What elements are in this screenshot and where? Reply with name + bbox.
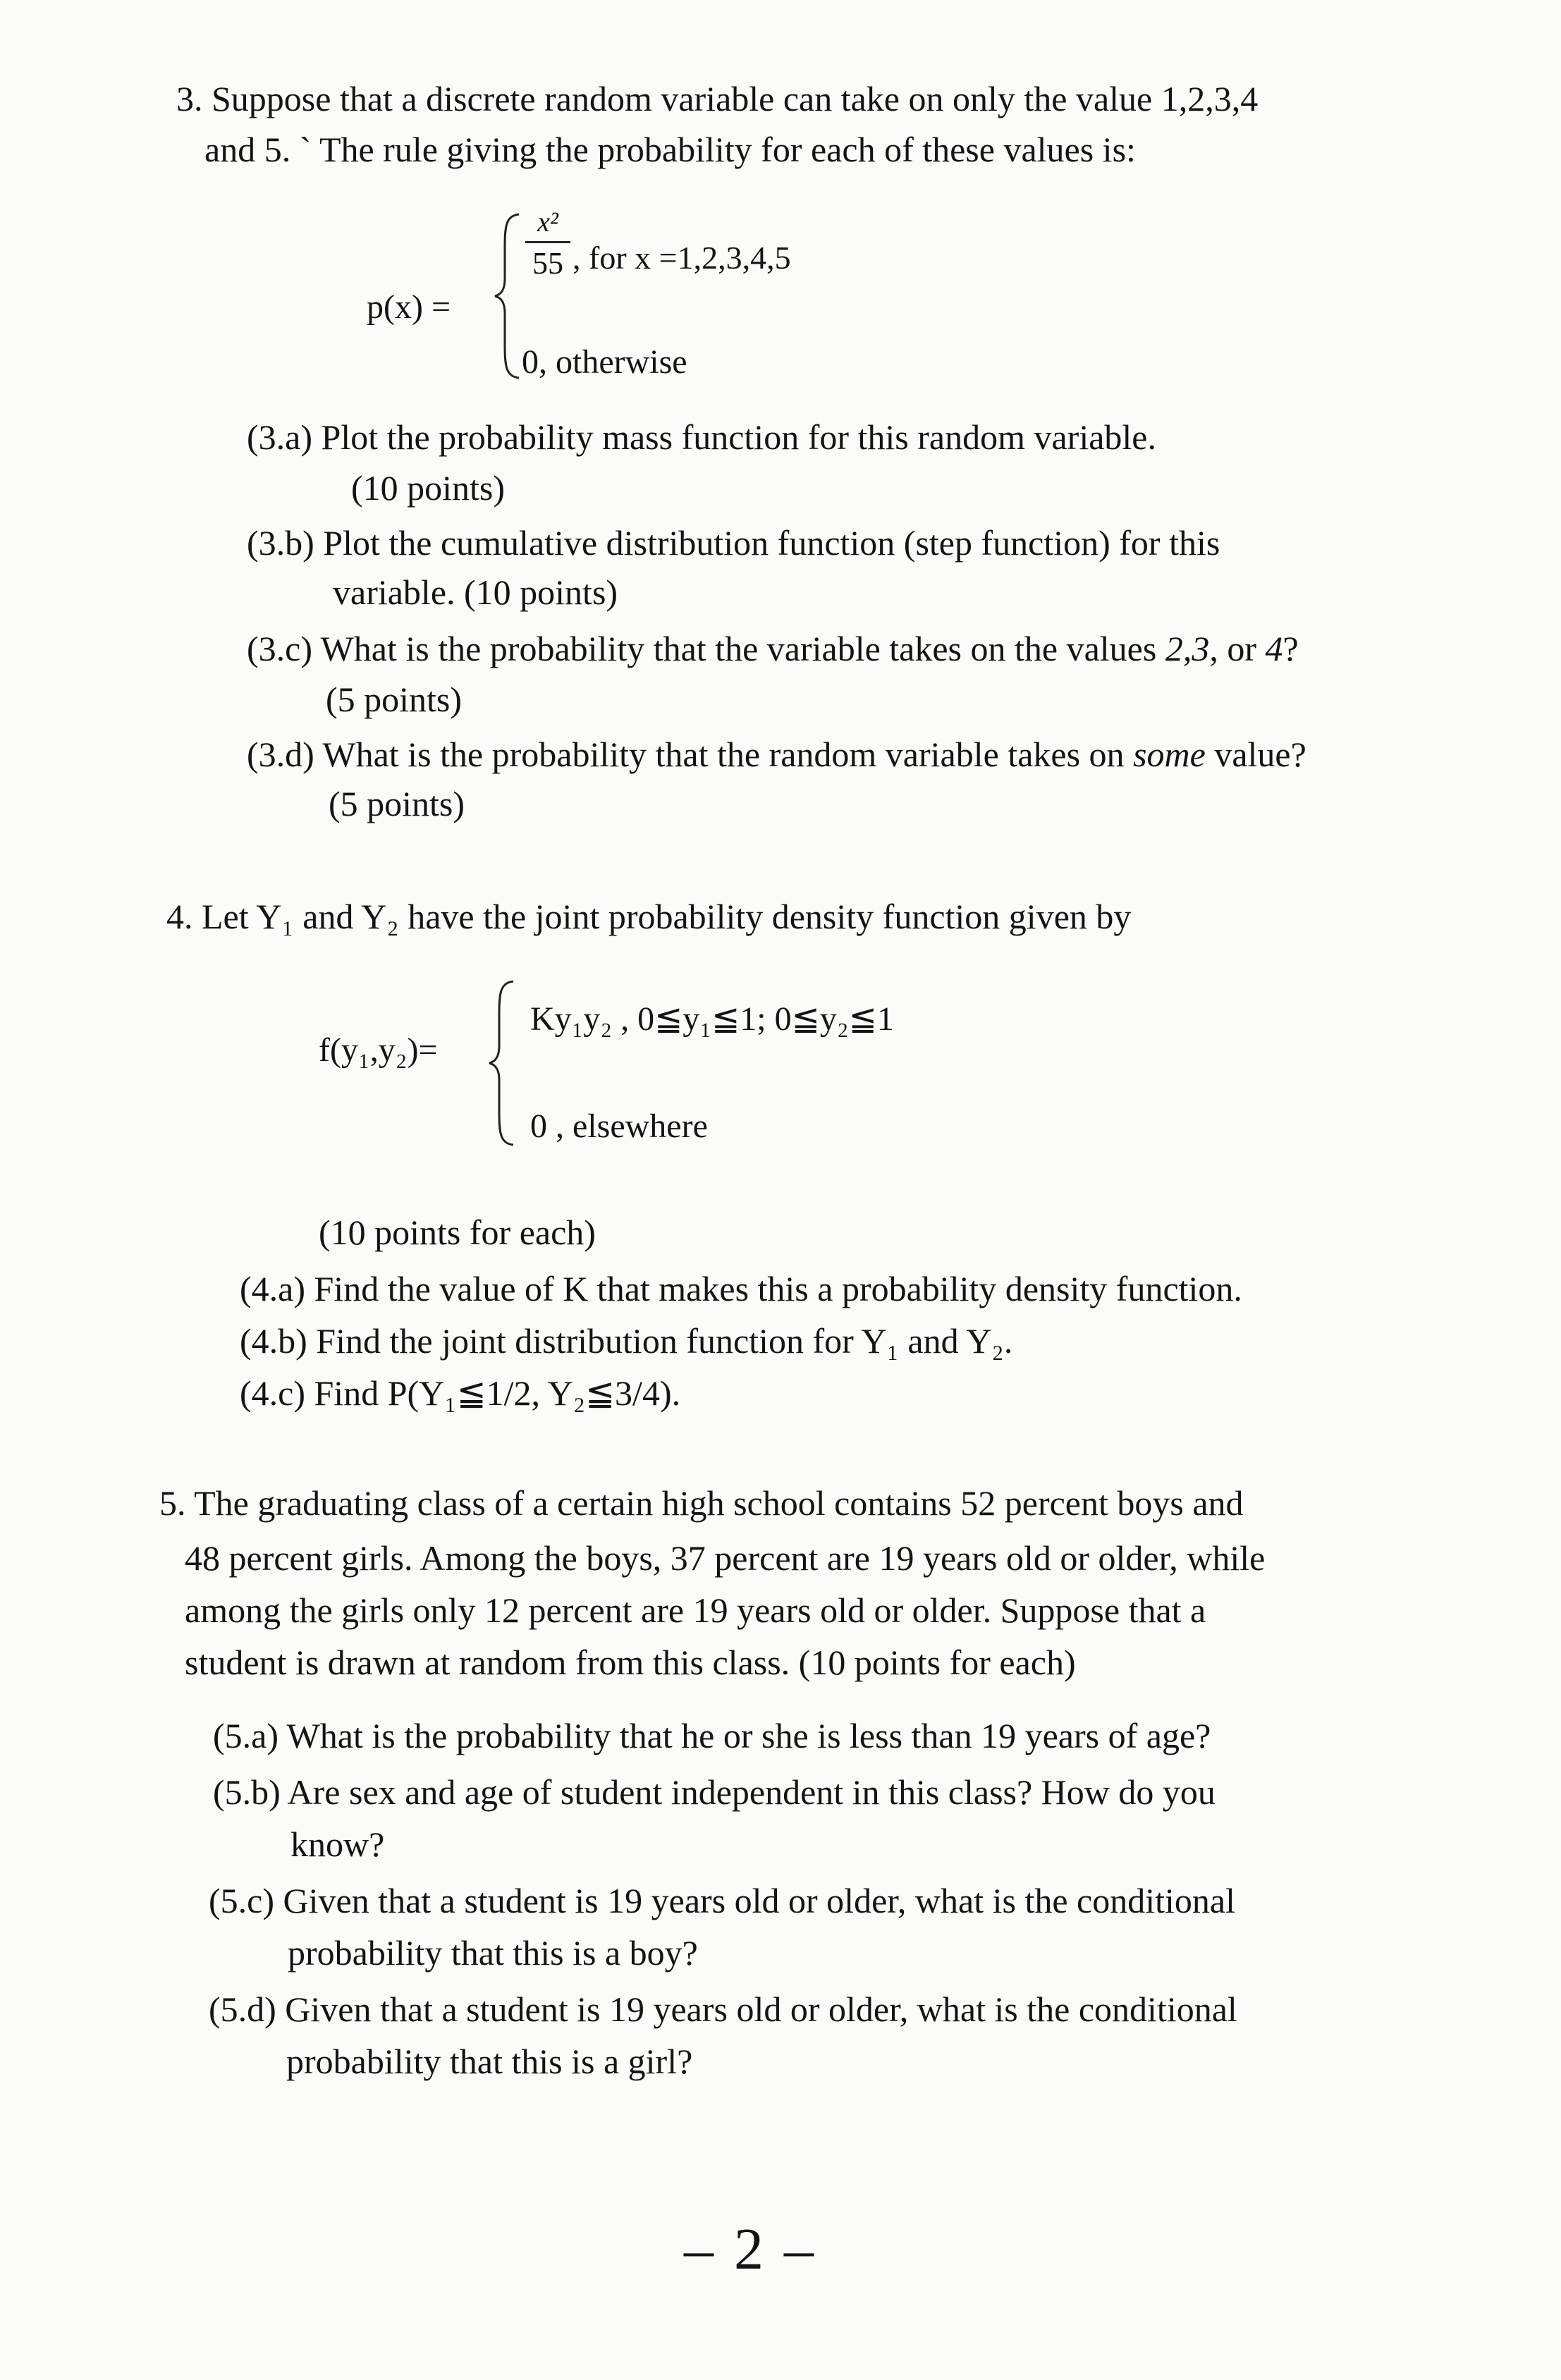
q4-brace <box>486 979 516 1148</box>
q4-intro: 4. Let Y₁ and Y₂ have the joint probability density function given by <box>166 897 1132 936</box>
q5d-line2: probability that this is a girl? <box>286 2042 693 2081</box>
q3c-line2: (5 points) <box>326 680 463 719</box>
q3b-line1: (3.b) Plot the cumulative distribution function (step function) for this <box>247 523 1220 563</box>
q5c-line1: (5.c) Given that a student is 19 years old or older, what is the conditional <box>209 1881 1235 1920</box>
pmf-denominator: 55 <box>532 246 563 281</box>
q5-intro-line2: 48 percent girls. Among the boys, 37 percent are 19 years old or older, while <box>185 1538 1266 1578</box>
q3d-line1 <box>247 732 1306 777</box>
q3d-some: some <box>1133 735 1206 774</box>
q3d-text: (3.d) What is the probability that the random variable takes on <box>247 735 1134 774</box>
q3c-text: (3.c) What is the probability that the variable takes on the values <box>247 629 1165 668</box>
q5-intro-line3: among the girls only 12 percent are 19 years old or older. Suppose that a <box>185 1590 1206 1630</box>
q4b: (4.b) Find the joint distribution function for Y₁ and Y₂. <box>240 1321 1013 1361</box>
q3b-line2: variable. (10 points) <box>333 572 618 612</box>
q5a: (5.a) What is the probability that he or she is less than 19 years of age? <box>213 1716 1211 1755</box>
q4a: (4.a) Find the value of K that makes this a probability density function. <box>240 1269 1242 1308</box>
q5b-line2: know? <box>290 1824 385 1864</box>
pmf-numerator: x² <box>537 206 558 238</box>
q3a-line1: (3.a) Plot the probability mass function for this random variable. <box>247 417 1156 457</box>
pmf-case1-condition: , for x =1,2,3,4,5 <box>573 240 791 276</box>
pmf-lhs: p(x) = <box>367 288 451 326</box>
pmf-fraction <box>525 204 570 281</box>
q3c-values: 2,3 <box>1165 629 1210 668</box>
q5-intro-line1: 5. The graduating class of a certain high school contains 52 percent boys and <box>159 1483 1244 1523</box>
q5d-line1: (5.d) Given that a student is 19 years old or older, what is the conditional <box>209 1989 1237 2029</box>
q5b-line1: (5.b) Are sex and age of student independent in this class? How do you <box>213 1772 1216 1812</box>
q4-case1: Ky₁y₂ , 0≦y₁≦1; 0≦y₂≦1 <box>530 1000 894 1038</box>
page-number: – 2 – <box>684 2216 816 2282</box>
q5-intro-line4: student is drawn at random from this class. (10 points for each) <box>185 1643 1076 1682</box>
q3c-value4: 4 <box>1265 629 1283 668</box>
q3c-or: , or <box>1209 629 1266 668</box>
q4-case2: 0 , elsewhere <box>530 1108 708 1145</box>
q5c-line2: probability that this is a boy? <box>288 1933 698 1973</box>
q4c: (4.c) Find P(Y₁≦1/2, Y₂≦3/4). <box>240 1373 681 1413</box>
q3c-line1 <box>247 626 1299 671</box>
q3d-tail: value? <box>1205 735 1306 774</box>
q3a-line2: (10 points) <box>351 468 506 508</box>
q3-intro-line2: and 5. ` The rule giving the probability for each of these values is: <box>204 130 1136 169</box>
pmf-case2: 0, otherwise <box>522 343 687 381</box>
q4-lhs: f(y₁,y₂)= <box>319 1031 438 1069</box>
q3-intro-line1: 3. Suppose that a discrete random variable can take on only the value 1,2,3,4 <box>176 79 1259 118</box>
q3c-qmark: ? <box>1283 629 1299 668</box>
fraction-bar <box>525 241 570 243</box>
pmf-brace <box>494 211 522 381</box>
q4-points: (10 points for each) <box>319 1213 596 1252</box>
q3d-line2: (5 points) <box>329 784 465 823</box>
